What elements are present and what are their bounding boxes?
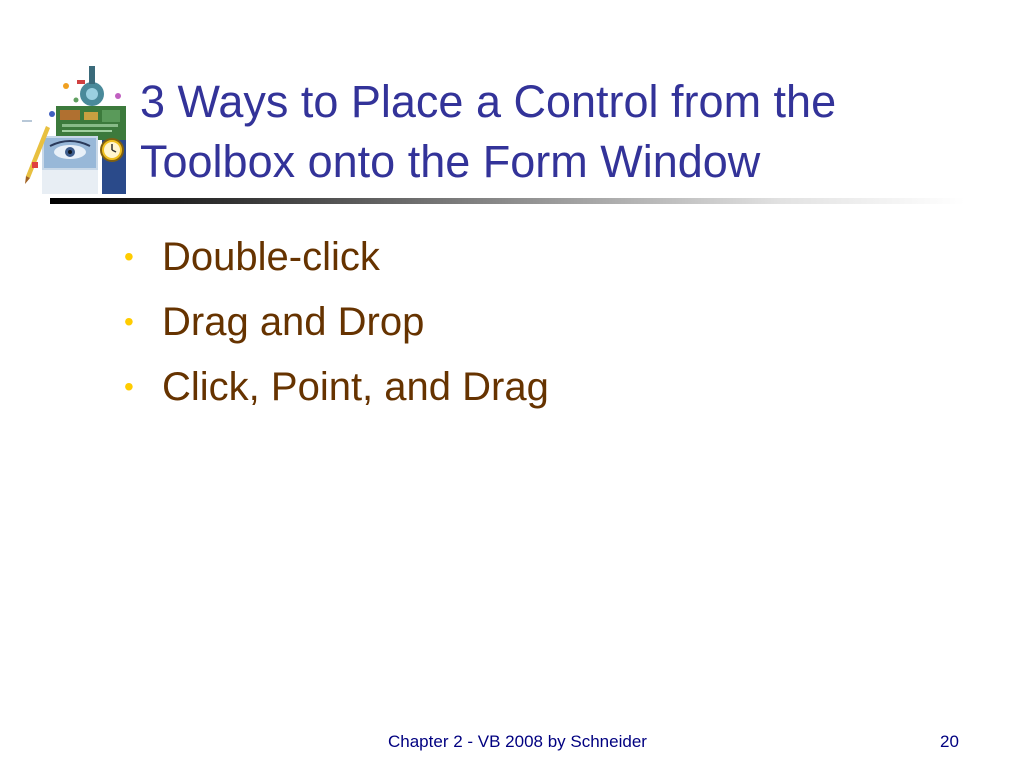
bullet-item-click-point-drag [120, 360, 549, 425]
bullet-icon: • [124, 241, 134, 272]
page-number: 20 [940, 732, 959, 751]
title-line-1: 3 Ways to Place a Control from the [140, 76, 837, 127]
technology-collage-clipart [22, 66, 134, 196]
title-line-2: Toolbox onto the Form Window [140, 136, 761, 187]
bullet-icon: • [124, 371, 134, 402]
bullet-icon: • [124, 306, 134, 337]
title-divider [50, 198, 965, 204]
bullet-text: Click, Point, and Drag [162, 365, 549, 409]
slide-footer: Chapter 2 - VB 2008 by Schneider [388, 732, 647, 751]
bullet-item-double-click [120, 230, 549, 295]
bullet-item-drag-and-drop [120, 295, 549, 360]
bullet-list [120, 230, 549, 425]
bullet-text: Drag and Drop [162, 300, 425, 344]
bullet-text: Double-click [162, 235, 380, 279]
slide-title [140, 72, 1000, 192]
